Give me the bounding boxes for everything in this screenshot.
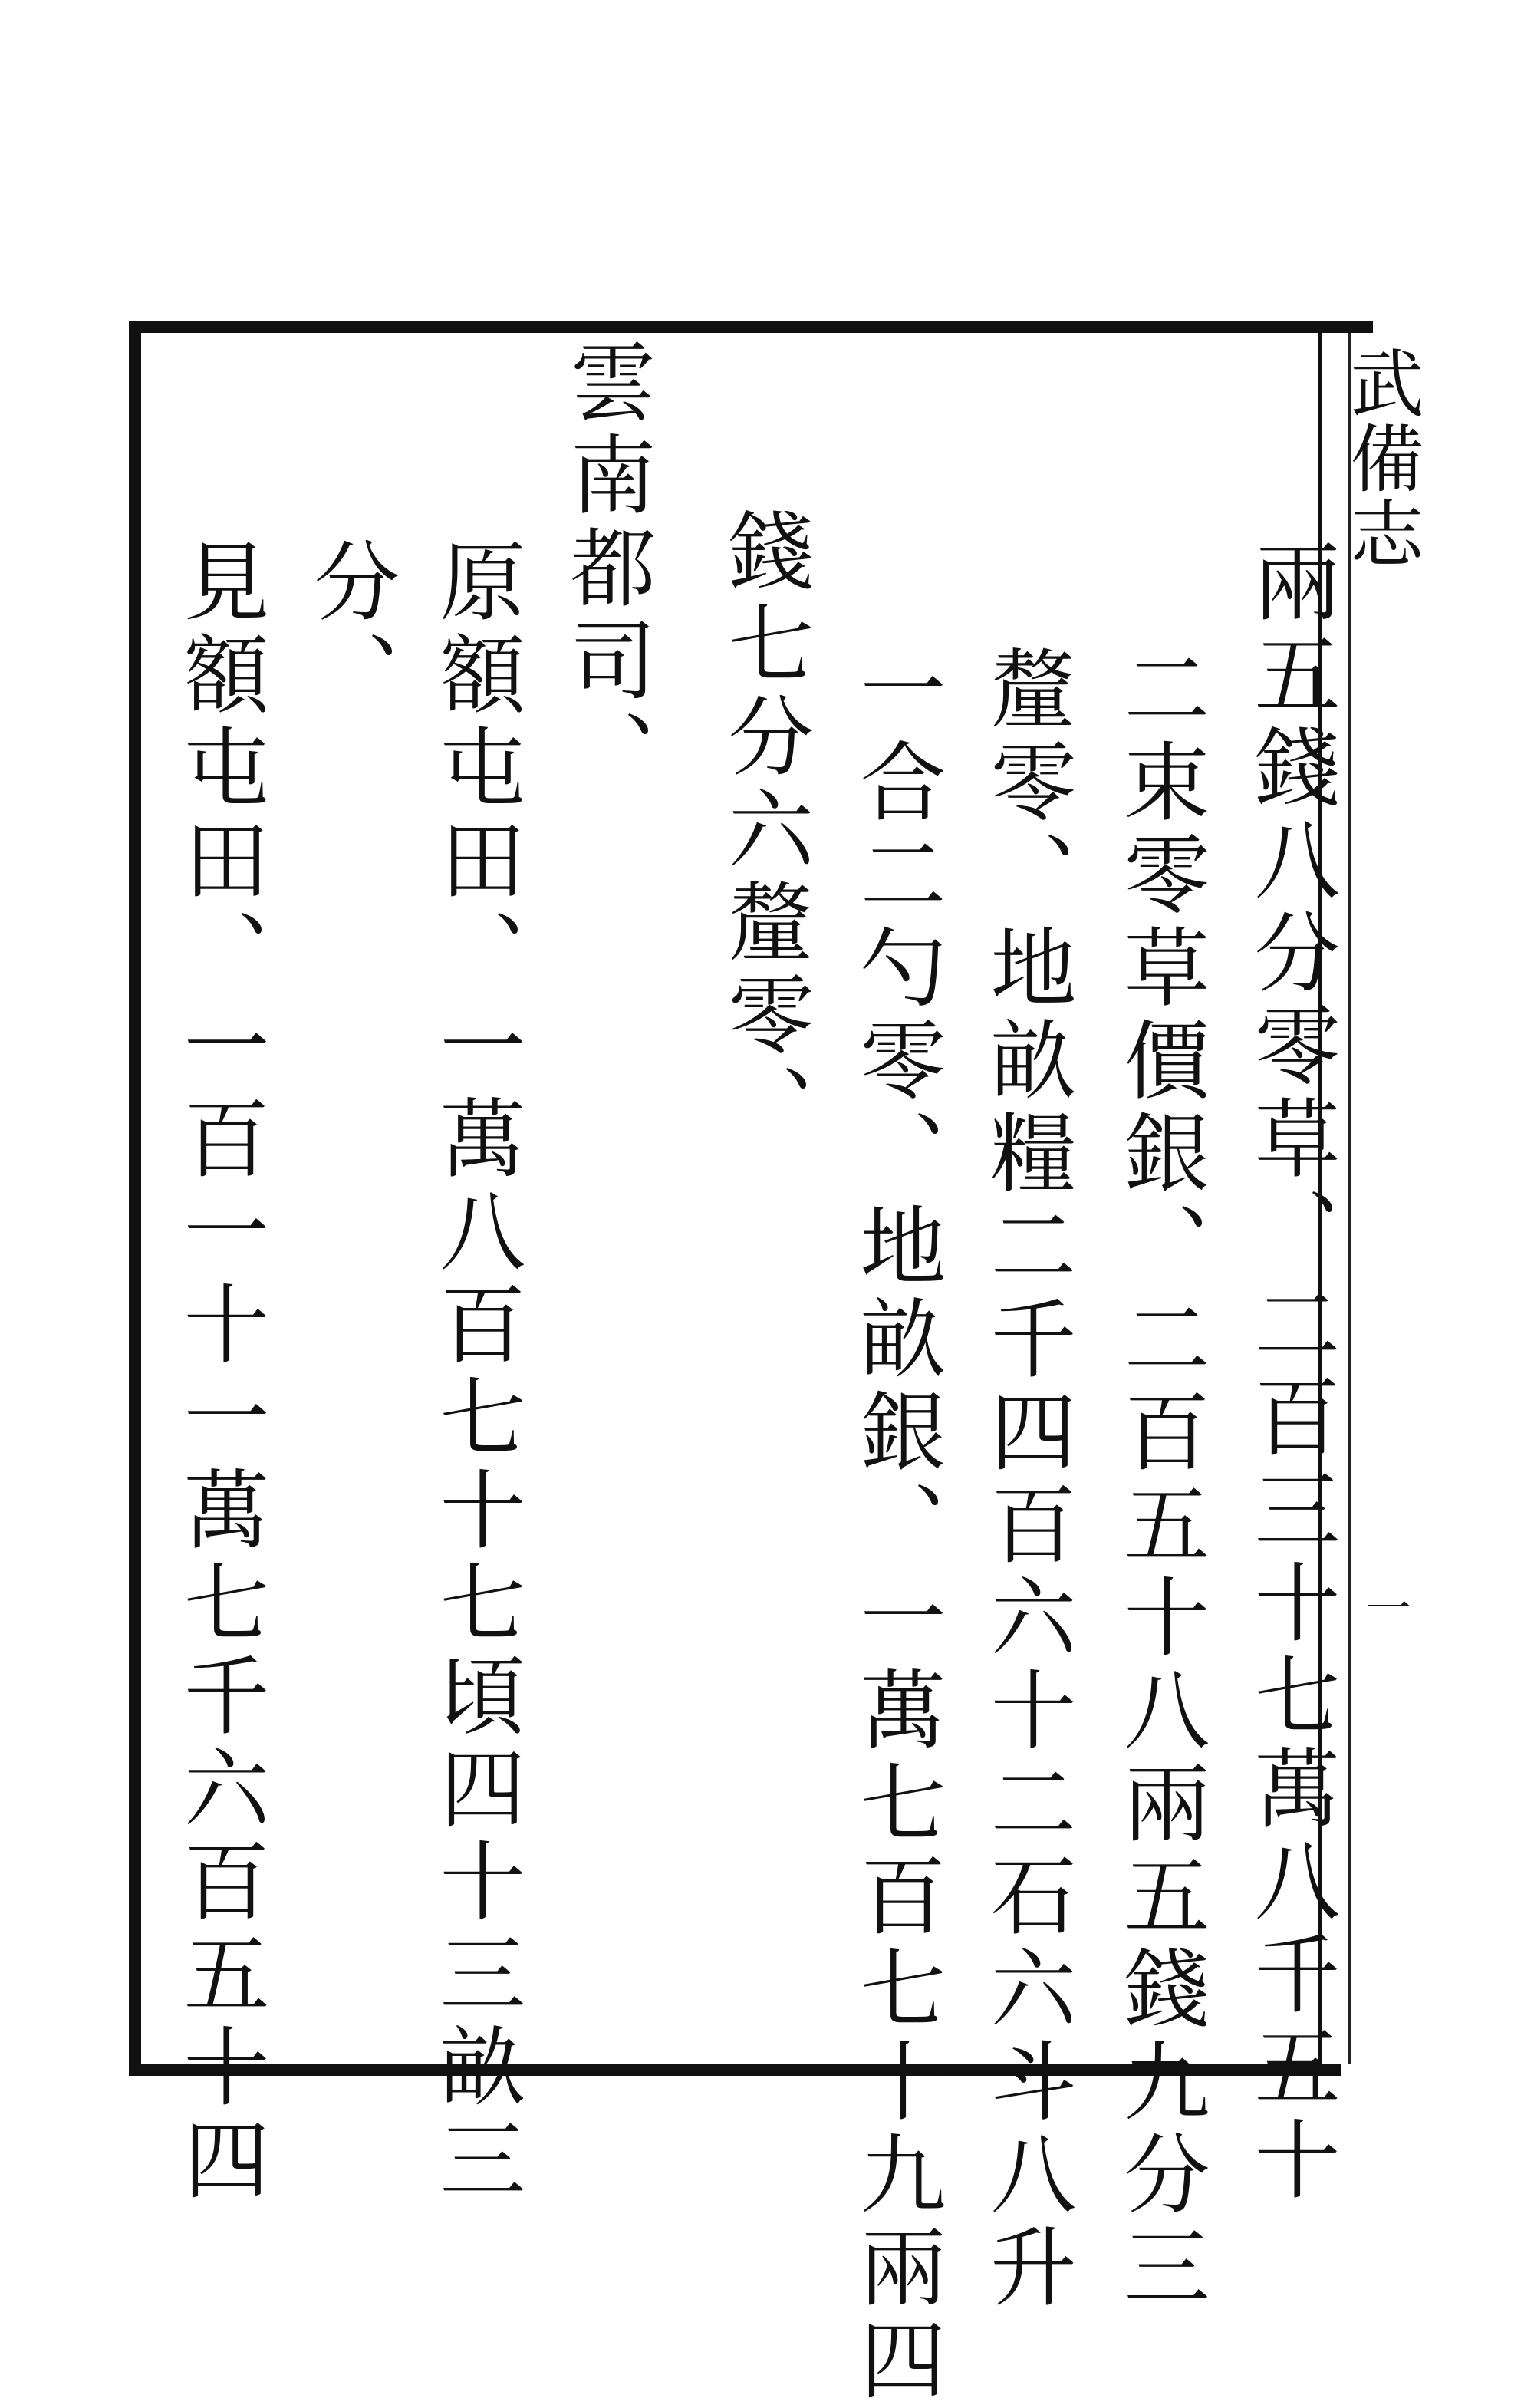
frame-right-edge-rule — [1348, 333, 1351, 2064]
text-column-8: 分、 — [300, 537, 400, 723]
text-column-2: 二束零草價銀、二百五十八兩五錢九分三 — [1110, 644, 1210, 2315]
text-column-7: 原額屯田、一萬八百七十七頃四十三畝三 — [426, 537, 525, 2208]
frame-left-border — [129, 321, 141, 2076]
text-column-5: 錢七分六釐零、 — [714, 506, 814, 1156]
frame-top-border — [129, 321, 1373, 333]
text-column-3: 釐零、地畝糧二千四百六十二石六斗八升 — [976, 644, 1076, 2315]
text-column-1: 兩五錢八分零草、二百三十七萬八千五十 — [1240, 537, 1340, 2208]
text-column-4: 一合二勺零、地畝銀、一萬七百七十九兩四 — [846, 644, 946, 2408]
margin-header: 武備志 — [1338, 345, 1424, 571]
text-column-9: 見額屯田、一百一十一萬七千六百五十四 — [170, 537, 269, 2208]
folio-mark: 一 — [1365, 1583, 1411, 1636]
section-heading: 雲南都司、 — [556, 338, 656, 802]
